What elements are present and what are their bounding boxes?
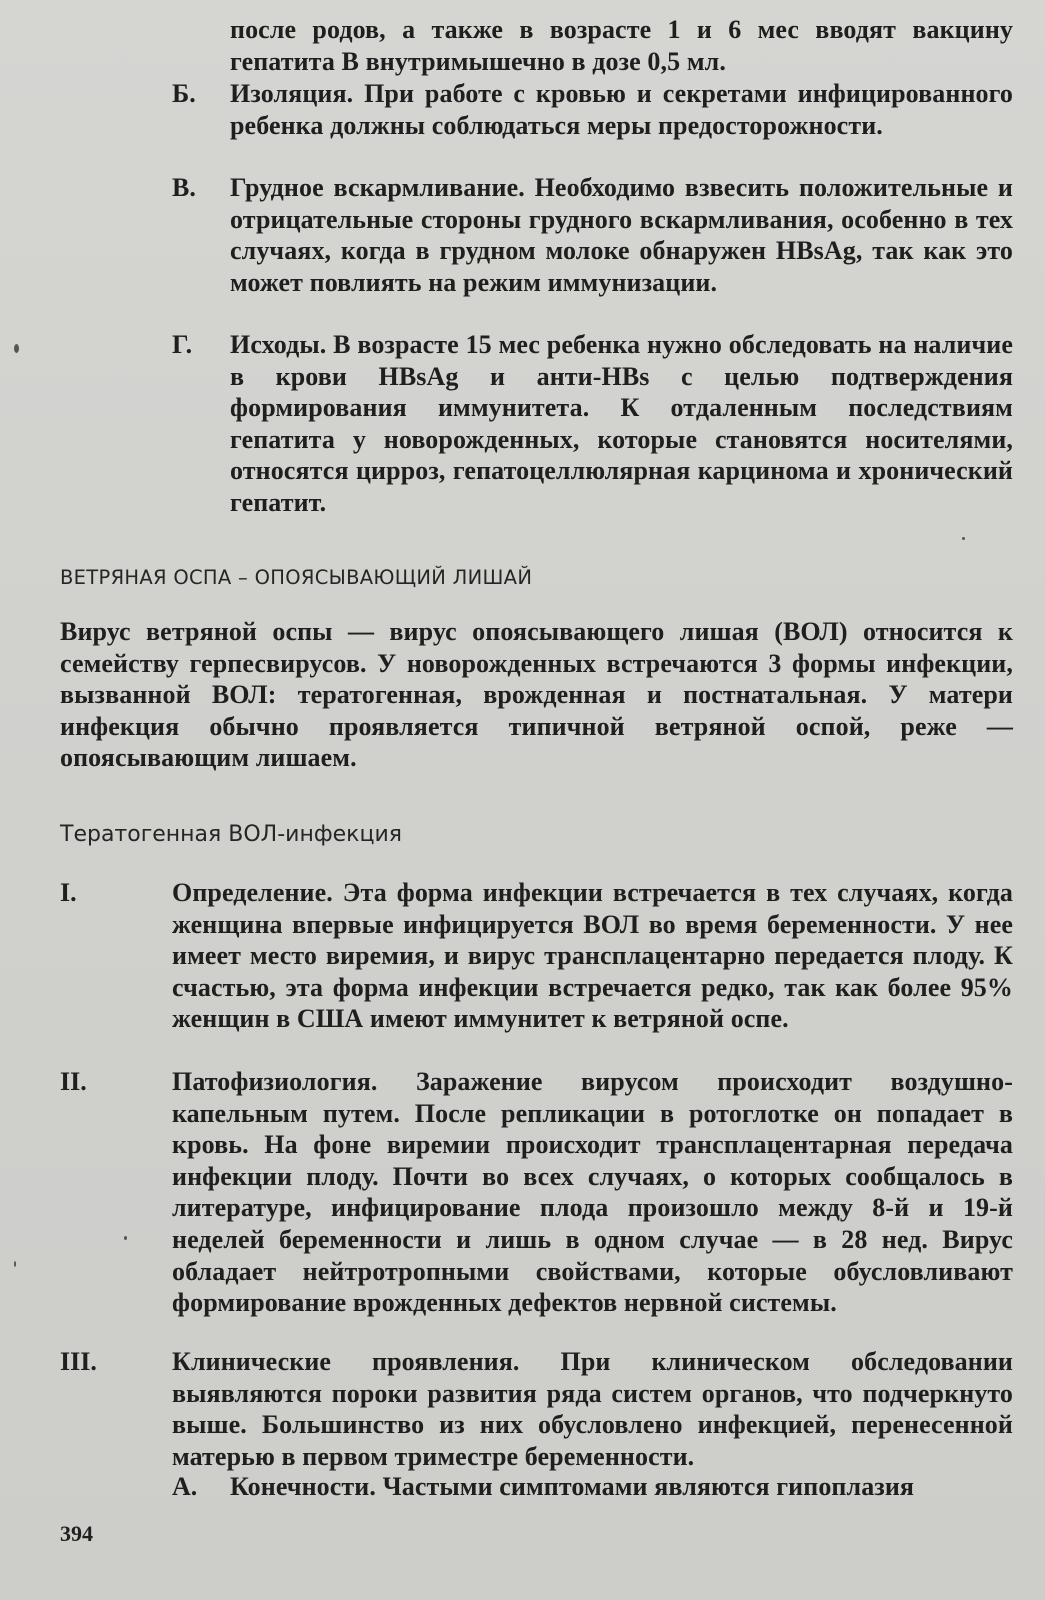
item-pathophysiology — [172, 1066, 1013, 1319]
item-isolation — [230, 78, 1013, 141]
item-marker: А. — [172, 1472, 198, 1501]
page-number: 394 — [60, 1521, 93, 1546]
item-clinical-manifestations — [172, 1346, 1013, 1472]
subsection-heading: Тератогенная ВОЛ-инфекция — [60, 822, 402, 847]
item-title: Патофизиология. — [172, 1067, 378, 1096]
item-marker: III. — [60, 1347, 97, 1376]
item-marker: Г. — [172, 330, 193, 359]
item-marker: В. — [172, 173, 196, 202]
item-definition — [172, 877, 1013, 1035]
section-heading: ВЕТРЯНАЯ ОСПА – ОПОЯСЫВАЮЩИЙ ЛИШАЙ — [60, 566, 533, 589]
item-text: При клиническом обследовании выявляются пороки развития ряда систем органов, что подчеркнуто выше. Большинство из них обусловлено инфекцией, перенесенной матерью в первом триместре беременности. — [172, 1347, 1014, 1471]
section-intro: Вирус ветряной оспы — вирус опоясывающего лишая (ВОЛ) относится к семейству герпесвирусов. У новорожденных встречаются 3 формы инфекции, вызванной ВОЛ: тератогенная, врожденная и постнатальная. У матери инфекция обычно проявляется типичной ветряной оспой, реже — опоясывающим лишаем. — [60, 617, 1013, 773]
item-text: Необходимо взвесить положительные и отрицательные стороны грудного вскармливания, особенно в тех случаях, когда в грудном молоке обнаружен HBsAg, так как это может повлиять на режим иммунизации. — [230, 173, 1013, 297]
item-title: Клинические проявления. — [172, 1347, 520, 1376]
item-marker: II. — [60, 1067, 87, 1096]
scan-speck — [14, 344, 19, 353]
item-text: При работе с кровью и секретами инфицированного ребенка должны соблюдаться меры предосторожности. — [230, 79, 1013, 140]
item-title: Грудное вскармливание. — [230, 173, 525, 202]
item-title: Определение. — [172, 878, 333, 907]
item-title: Конечности. — [230, 1472, 376, 1501]
item-outcomes — [230, 329, 1013, 519]
scan-speck — [124, 1236, 127, 1240]
subitem-limbs — [230, 1471, 1013, 1503]
scan-speck — [962, 537, 965, 540]
item-text: В возрасте 15 мес ребенка нужно обследовать на наличие в крови HBsAg и анти-HBs с целью подтверждения формирования иммунитета. К отдаленным последствиям гепатита у новорожденных, которые становятся носителями, относятся цирроз, гепатоцеллюлярная карцинома и хронический гепатит. — [230, 330, 1013, 517]
item-marker: Б. — [172, 79, 196, 108]
item-title: Изоляция. — [230, 79, 354, 108]
item-text: Заражение вирусом происходит воздушно-капельным путем. После репликации в ротоглотке он попадает в кровь. На фоне виремии происходит трансплацентарная передача инфекции плоду. Почти во всех случаях, о которых сообщалось в литературе, инфицирование плода произошло между 8-й и 19-й неделей беременности и лишь в одном случае — в 28 нед. Вирус обладает нейтротропными свойствами, которые обусловливают формирование врожденных дефектов нервной системы. — [172, 1067, 1013, 1318]
item-breastfeeding — [230, 172, 1013, 298]
continuation-paragraph: после родов, а также в возрасте 1 и 6 мес вводят вакцину гепатита В внутримышечно в дозе 0,5 мл. — [230, 15, 1013, 76]
scan-speck — [14, 1261, 16, 1267]
item-title: Исходы. — [230, 330, 327, 359]
item-text: Эта форма инфекции встречается в тех случаях, когда женщина впервые инфицируется ВОЛ во время беременности. У нее имеет место виремия, и вирус трансплацентарно передается плоду. К счастью, эта форма инфекции встречается редко, так как более 95% женщин в США имеют иммунитет к ветряной оспе. — [172, 878, 1013, 1034]
item-text: Частыми симптомами являются гипоплазия — [382, 1472, 915, 1501]
item-marker: I. — [60, 878, 77, 907]
